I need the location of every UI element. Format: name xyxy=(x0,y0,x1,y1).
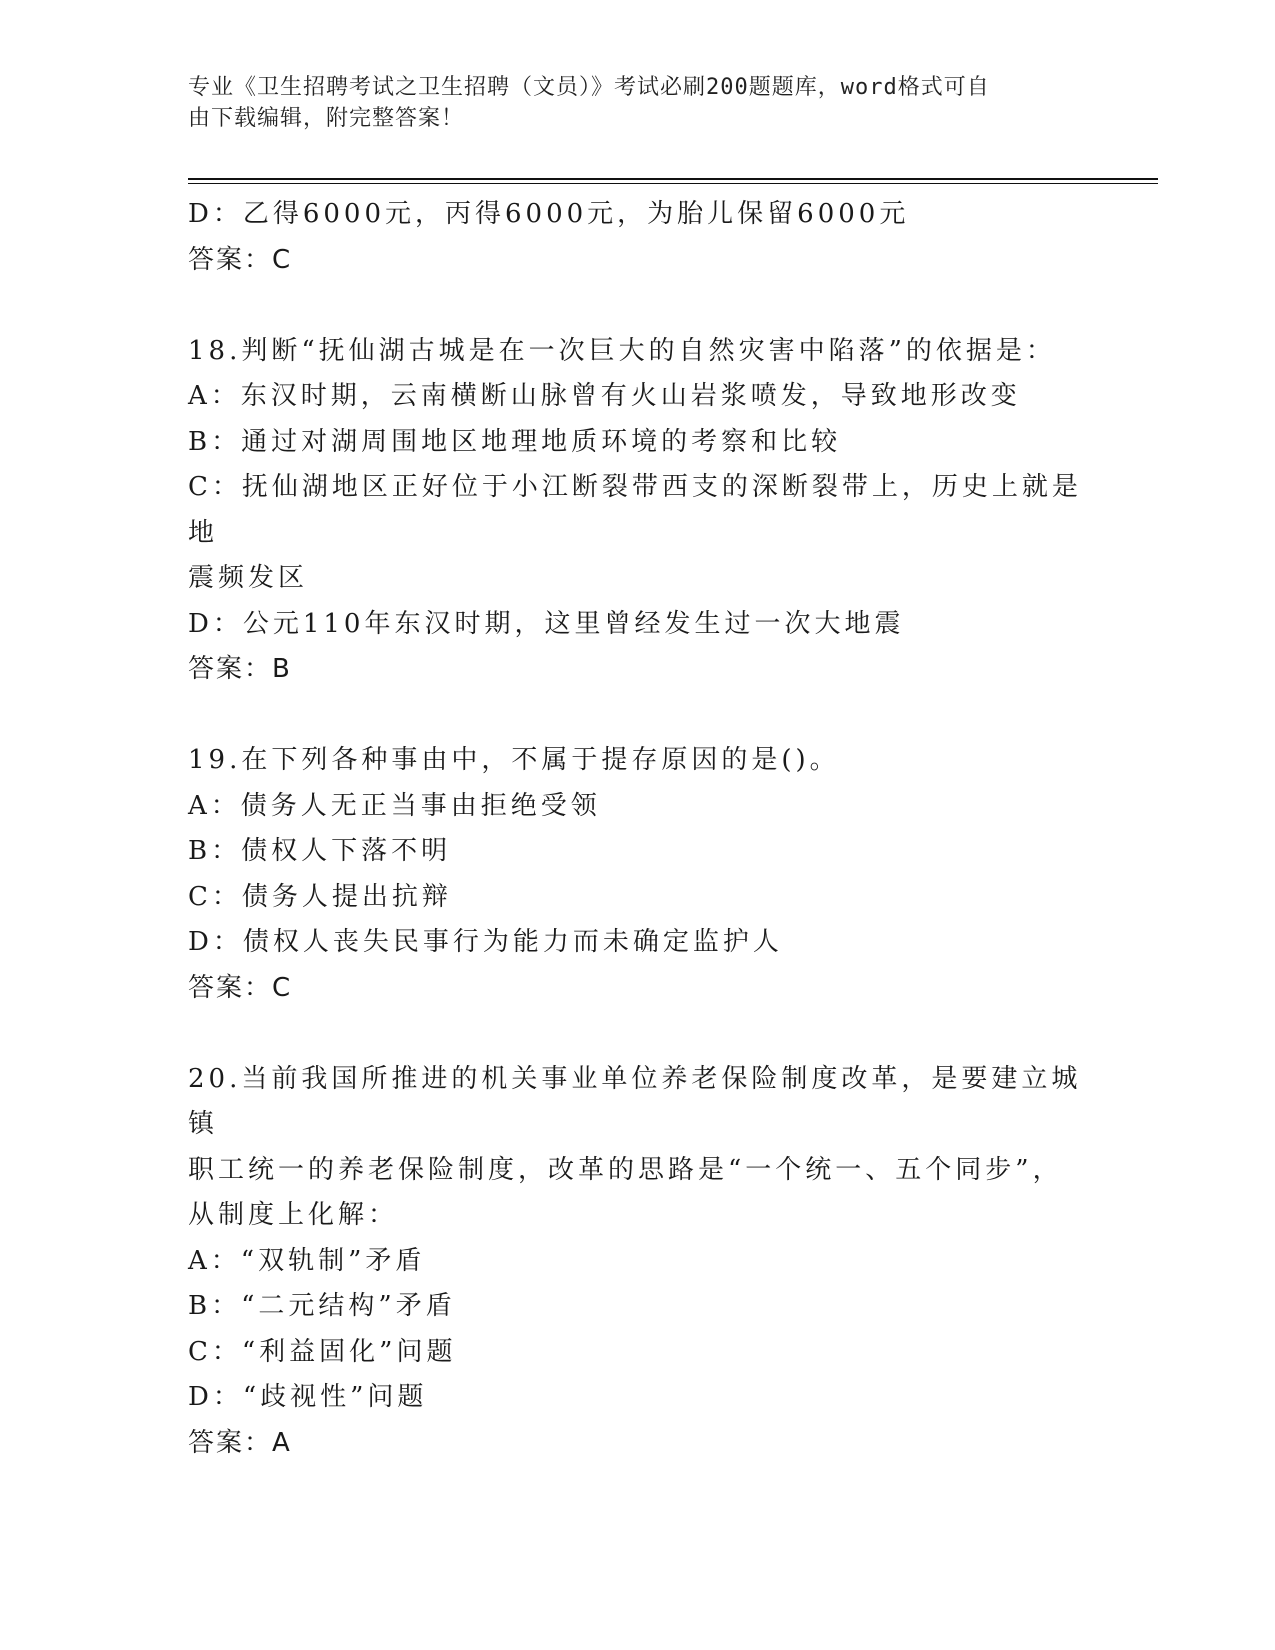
question-stem-continued: 职工统一的养老保险制度，改革的思路是“一个统一、五个同步”， xyxy=(188,1154,1063,1185)
question-content xyxy=(188,192,1088,1466)
answer: 答案：A xyxy=(188,1427,292,1458)
option-a: A：东汉时期，云南横断山脉曾有火山岩浆喷发，导致地形改变 xyxy=(188,381,1021,411)
spacer xyxy=(188,693,1088,739)
question-20 xyxy=(188,1057,1088,1467)
spacer xyxy=(188,1011,1088,1057)
question-18 xyxy=(188,329,1088,693)
option-b: B：通过对湖周围地区地理地质环境的考察和比较 xyxy=(188,426,842,457)
header-divider-thick xyxy=(188,178,1158,180)
header-title-line-2: 由下载编辑，附完整答案！ xyxy=(188,106,465,131)
option-b: B：债权人下落不明 xyxy=(188,836,452,866)
prev-option-d: D：乙得6000元，丙得6000元，为胎儿保留6000元 xyxy=(188,199,910,229)
question-stem: 19.在下列各种事由中，不属于提存原因的是()。 xyxy=(188,745,840,775)
option-c: C：抚仙湖地区正好位于小江断裂带西支的深断裂带上，历史上就是地 xyxy=(188,472,1082,548)
question-stem-continued: 从制度上化解： xyxy=(188,1200,399,1230)
question-stem: 18.判断“抚仙湖古城是在一次巨大的自然灾害中陷落”的依据是： xyxy=(188,335,1056,366)
option-d: D：公元110年东汉时期，这里曾经发生过一次大地震 xyxy=(188,608,905,639)
option-c: C：债务人提出抗辩 xyxy=(188,881,452,912)
header-divider-thin xyxy=(188,183,1158,184)
option-c-continued: 震频发区 xyxy=(188,563,309,593)
option-d: D：“歧视性”问题 xyxy=(188,1382,428,1412)
answer: 答案：C xyxy=(188,972,293,1003)
question-19 xyxy=(188,738,1088,1011)
option-c: C：“利益固化”问题 xyxy=(188,1336,457,1367)
option-a: A：“双轨制”矛盾 xyxy=(188,1245,426,1276)
spacer xyxy=(188,283,1088,329)
prev-answer: 答案：C xyxy=(188,244,293,275)
header-title-line-1: 专业《卫生招聘考试之卫生招聘（文员）》考试必刷200题题库，word格式可自 xyxy=(188,75,990,100)
page-header xyxy=(188,72,1078,134)
option-a: A：债务人无正当事由拒绝受领 xyxy=(188,790,601,821)
option-d: D：债权人丧失民事行为能力而未确定监护人 xyxy=(188,927,783,957)
question-stem: 20.当前我国所推进的机关事业单位养老保险制度改革，是要建立城镇 xyxy=(188,1063,1082,1139)
answer: 答案：B xyxy=(188,654,292,684)
option-b: B：“二元结构”矛盾 xyxy=(188,1291,456,1321)
